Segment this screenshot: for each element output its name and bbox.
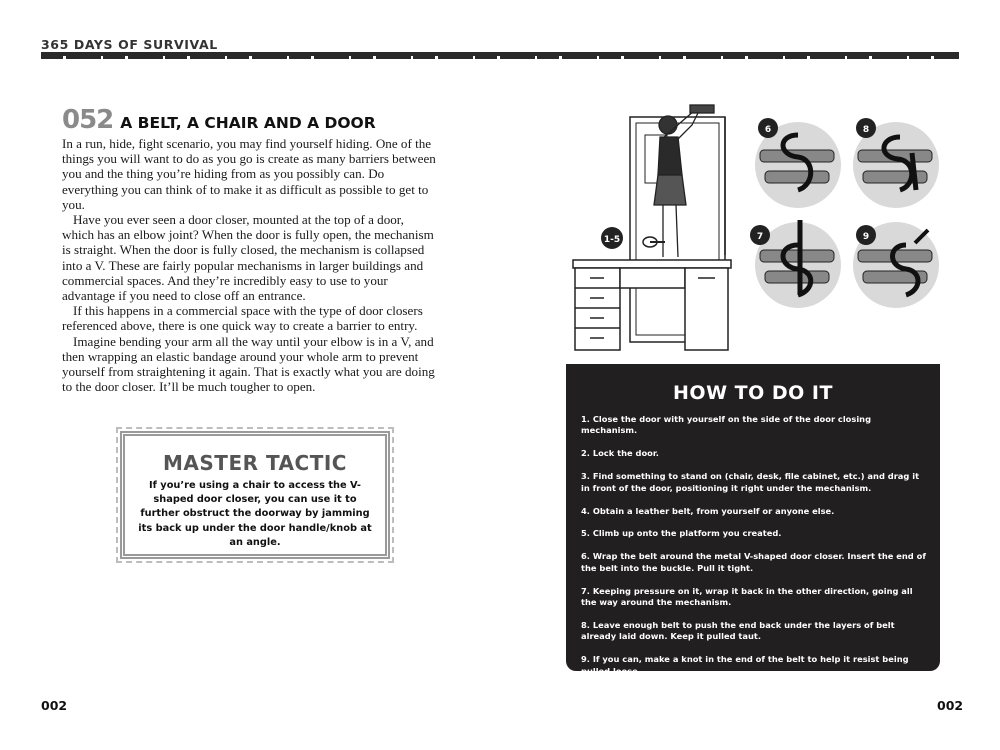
page-number-right: 002 [937,698,964,713]
how-to-step: 3. Find something to stand on (chair, desk, file cabinet, etc.) and drag it in front of the door, positioning it right under the mechanism. [581,471,920,493]
detail-label: 9 [862,232,870,242]
body-paragraph: Have you ever seen a door closer, mounted at the top of a door, which has an elbow joint? When the door is fully open, the mechanism is straight. When the door is fully closed, the mechanism is collapsed into a V. These are fairly popular mechanisms in larger buildings and commercial spaces. And they’re incredibly easy to use to your advantage if you need to close off an entrance. [62,212,434,304]
how-to-step: 7. Keeping pressure on it, wrap it back in the other direction, going all the way around the mechanism. [581,585,913,608]
how-to-step: 6. Wrap the belt around the metal V-shaped door closer. Insert the end of the belt into the buckle. Pull it tight. [581,551,926,573]
detail-label: 7 [756,232,764,242]
detail-step-8 [853,118,939,208]
how-to-step: 9. If you can, make a knot in the end of the belt to help it resist being pulled loose. [581,654,909,676]
running-head: 365 DAYS OF SURVIVAL [41,37,218,52]
door-closer-illustration [570,95,970,360]
how-to-step: 2. Lock the door. [581,448,659,459]
person-drawing [654,105,714,257]
detail-step-9 [853,222,939,308]
how-to-step: 8. Leave enough belt to push the end back under the layers of belt already laid down. Keep it pulled taut. [581,619,895,642]
master-tactic-text: If you’re using a chair to access the V-shaped door closer, you can use it to further obstruct the doorway by jamming its back up under the door handle/knob at an angle. [138,480,372,548]
body-paragraph: In a run, hide, fight scenario, you may find yourself hiding. One of the things you will want to do as you go is create as many barriers between you and the thing you’re hiding from as you possibly can. Do everything you can think of to make it as difficult as possible to get to you. [62,136,436,212]
article-number: 052 [62,105,114,135]
how-to-step: 5. Climb up onto the platform you created. [581,528,782,539]
detail-label: 8 [862,125,870,135]
how-to-steps [581,414,926,677]
desk-drawing [573,260,731,350]
body-paragraph: Imagine bending your arm all the way until your elbow is in a V, and then wrapping an elastic bandage around your whole arm to prevent yourself from straightening it again. That is exactly what you are doing to the door closer. It’ll be much tougher to open. [62,333,435,395]
article-body [62,136,438,394]
header-rule-texture [41,56,959,59]
detail-step-7 [750,220,841,308]
detail-label: 6 [764,125,772,135]
step-badge-label: 1-5 [603,235,621,245]
how-to-step: 4. Obtain a leather belt, from yourself or anyone else. [581,505,835,516]
master-tactic-title: MASTER TACTIC [163,451,347,475]
master-tactic-box [120,431,390,559]
how-to-panel [566,364,940,676]
how-to-step: 1. Close the door with yourself on the side of the door closing mechanism. [581,414,872,436]
article-title-text: A BELT, A CHAIR AND A DOOR [120,114,376,132]
detail-step-6 [755,118,841,208]
body-paragraph: If this happens in a commercial space with the type of door closers referenced above, there is one quick way to create a barrier to entry. [62,303,423,334]
page-number-left: 002 [41,698,68,713]
article-title [62,105,376,135]
how-to-title: HOW TO DO IT [673,382,833,404]
